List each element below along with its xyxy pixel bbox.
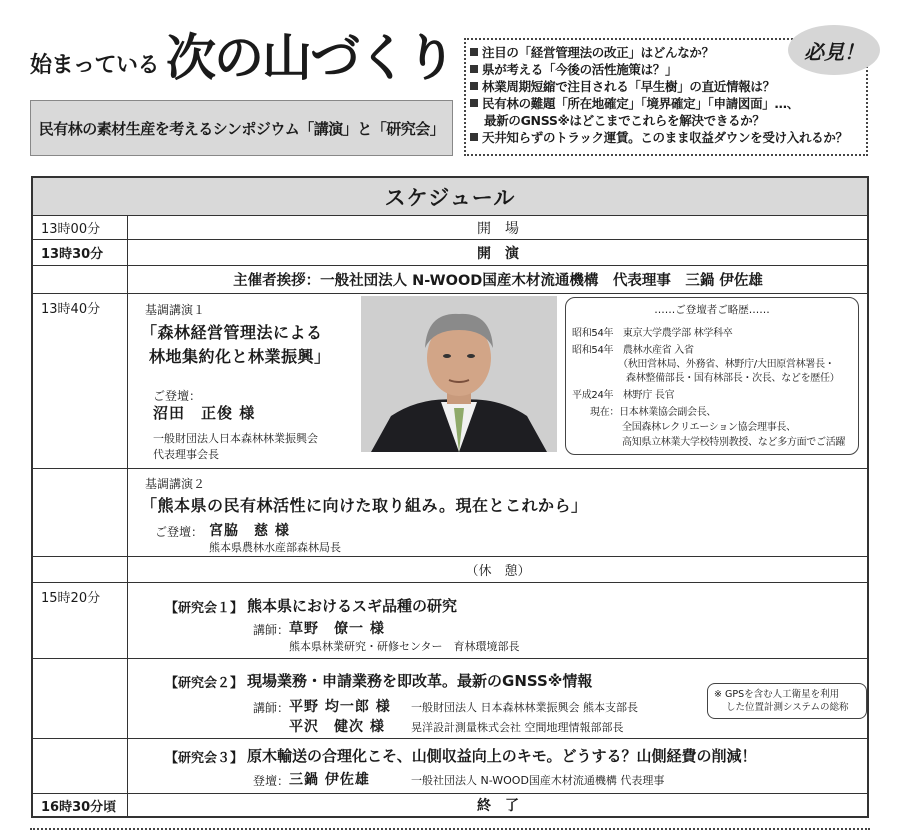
bullet-square-icon xyxy=(470,65,478,73)
highlight-item: 天井知らずのトラック運賃。このまま収益ダウンを受け入れるか？ xyxy=(470,129,848,146)
time-cell xyxy=(33,659,128,738)
table-row xyxy=(33,216,867,240)
speaker-label: 講師： xyxy=(253,623,290,637)
session3-cell xyxy=(129,739,867,793)
lecture-title: 「熊本県の民有林活性に向けた取り組み。現在とこれから」 xyxy=(141,496,588,515)
title-small: 始まっている xyxy=(30,53,160,78)
speaker-affiliation: 一般社団法人 N-WOOD国産木材流通機構 代表理事 xyxy=(411,774,665,787)
career-line: 全国森林レクリエーション協会理事長、 xyxy=(622,422,796,433)
career-line: 現在：日本林業協会副会長、 xyxy=(590,407,717,418)
bullet-square-icon xyxy=(470,82,478,90)
bullet-square-icon xyxy=(470,133,478,141)
career-line: 森林整備部長・国有林部長・次長、などを歴任） xyxy=(626,373,840,384)
career-line: 昭和54年 農林水産省 入省 xyxy=(572,345,694,356)
career-line: 昭和54年 東京大学農学部 林学科卒 xyxy=(572,328,733,339)
session-tag: 【研究会３】 xyxy=(165,751,244,766)
speaker-affiliation: 熊本県林業研究・研修センター 育林環境部長 xyxy=(289,640,520,653)
speaker-name: 宮脇 慈 様 xyxy=(209,523,290,539)
speaker-label: ご登壇： xyxy=(153,389,202,403)
table-row xyxy=(33,266,867,294)
time-cell xyxy=(33,739,128,793)
event-cell: 開 場 xyxy=(477,220,519,237)
break-label: （休 憩） xyxy=(465,564,531,579)
session-tag: 【研究会１】 xyxy=(165,601,244,616)
table-row xyxy=(33,739,867,794)
session-title: 熊本県におけるスギ品種の研究 xyxy=(247,597,458,615)
greeting-text: 主催者挨拶：一般社団法人 N-WOOD国産木材流通機構 代表理事 三鍋 伊佐雄 xyxy=(233,273,763,289)
table-row xyxy=(33,794,867,816)
header xyxy=(0,0,900,170)
lecture-tag: 基調講演２ xyxy=(145,477,206,491)
session-title: 現場業務・申請業務を即改革。最新のGNSS※情報 xyxy=(247,672,593,690)
career-line: 高知県立林業大学校特別教授、など多方面でご活躍 xyxy=(622,437,846,448)
subtitle-banner xyxy=(30,100,453,156)
session-title: 原木輸送の合理化こそ、山側収益向上のキモ。どうする？山側経費の削減！ xyxy=(247,747,757,765)
career-line: （秋田営林局、外務省、林野庁/大田原営林署長・ xyxy=(618,359,835,370)
speaker-name: 三鍋 伊佐雄 xyxy=(289,772,370,788)
schedule-table xyxy=(31,176,869,818)
table-row xyxy=(33,240,867,266)
highlight-item: 県が考える「今後の活性施策は？」 xyxy=(470,61,848,78)
table-row xyxy=(33,583,867,659)
highlight-item: 注目の「経営管理法の改正」はどんなか？ xyxy=(470,44,848,61)
time-cell xyxy=(33,469,128,556)
speaker-name: 草野 僚一 様 xyxy=(289,621,385,637)
speaker-affiliation: 熊本県農林水産部森林局長 xyxy=(209,541,341,554)
table-row xyxy=(33,659,867,739)
session-tag: 【研究会２】 xyxy=(165,676,244,691)
schedule-title: スケジュール xyxy=(33,178,867,216)
bottom-divider xyxy=(30,828,870,830)
table-row xyxy=(33,294,867,469)
speaker-photo xyxy=(361,296,557,452)
footnote-line: した位置計測システムの総称 xyxy=(726,702,849,713)
gnss-footnote xyxy=(707,683,867,719)
bullet-square-icon xyxy=(470,99,478,107)
speaker-affiliation: 晃洋設計測量株式会社 空間地理情報部部長 xyxy=(411,721,624,734)
speaker-affiliation: 一般財団法人 日本森林林業振興会 熊本支部長 xyxy=(411,701,638,714)
time-cell xyxy=(33,266,128,293)
lecture2-cell xyxy=(129,469,867,556)
event-cell: 開 演 xyxy=(477,245,519,262)
speaker-name: 平野 均一郎 様 xyxy=(289,699,391,715)
lecture-title-line2: 林地集約化と林業振興」 xyxy=(149,347,331,366)
speaker-portrait-icon xyxy=(361,296,557,452)
session1-cell xyxy=(129,583,867,658)
speaker-name: 平沢 健次 様 xyxy=(289,719,385,735)
speaker-affiliation: 一般財団法人日本森林林業振興会 xyxy=(153,432,318,445)
time-cell: 16時30分頃 xyxy=(33,794,128,816)
title-main: 次の山づくり xyxy=(166,29,454,87)
speaker-label: 講師： xyxy=(253,701,290,715)
time-cell: 15時20分 xyxy=(33,583,128,658)
highlight-item: 民有林の難題「所在地確定」「境界確定」「申請図面」…、 xyxy=(470,95,848,112)
time-cell xyxy=(33,557,128,582)
subtitle-text: 民有林の素材生産を考えるシンポジウム「講演」と「研究会」 xyxy=(38,119,445,138)
time-cell: 13時40分 xyxy=(33,294,128,468)
career-heading: ……ご登壇者ご略歴…… xyxy=(654,304,770,316)
lecture1-cell xyxy=(129,294,867,468)
table-row xyxy=(33,469,867,557)
career-line: 平成24年 林野庁 長官 xyxy=(572,390,675,401)
session2-cell xyxy=(129,659,867,738)
lecture-tag: 基調講演１ xyxy=(145,303,206,317)
time-cell: 13時30分 xyxy=(33,240,128,265)
speaker-label: 登壇： xyxy=(253,774,290,788)
speaker-name: 沼田 正俊 様 xyxy=(153,404,256,422)
highlight-item: 林業周期短縮で注目される「早生樹」の直近情報は？ xyxy=(470,78,848,95)
must-see-badge: 必見！ xyxy=(788,25,880,75)
speaker-label: ご登壇： xyxy=(155,525,204,539)
table-row xyxy=(33,557,867,583)
footnote-line: ※ GPSを含む人工衛星を利用 xyxy=(714,689,840,700)
lecture-title-line1: 「森林経営管理法による xyxy=(141,323,323,342)
speaker-career-box xyxy=(565,297,859,455)
time-cell: 13時00分 xyxy=(33,216,128,239)
event-cell: 終 了 xyxy=(477,798,519,814)
bullet-square-icon xyxy=(470,48,478,56)
speaker-title: 代表理事会長 xyxy=(153,448,219,461)
highlight-item-continued: 最新のGNSS※はどこまでこれらを解決できるか？ xyxy=(484,113,765,128)
